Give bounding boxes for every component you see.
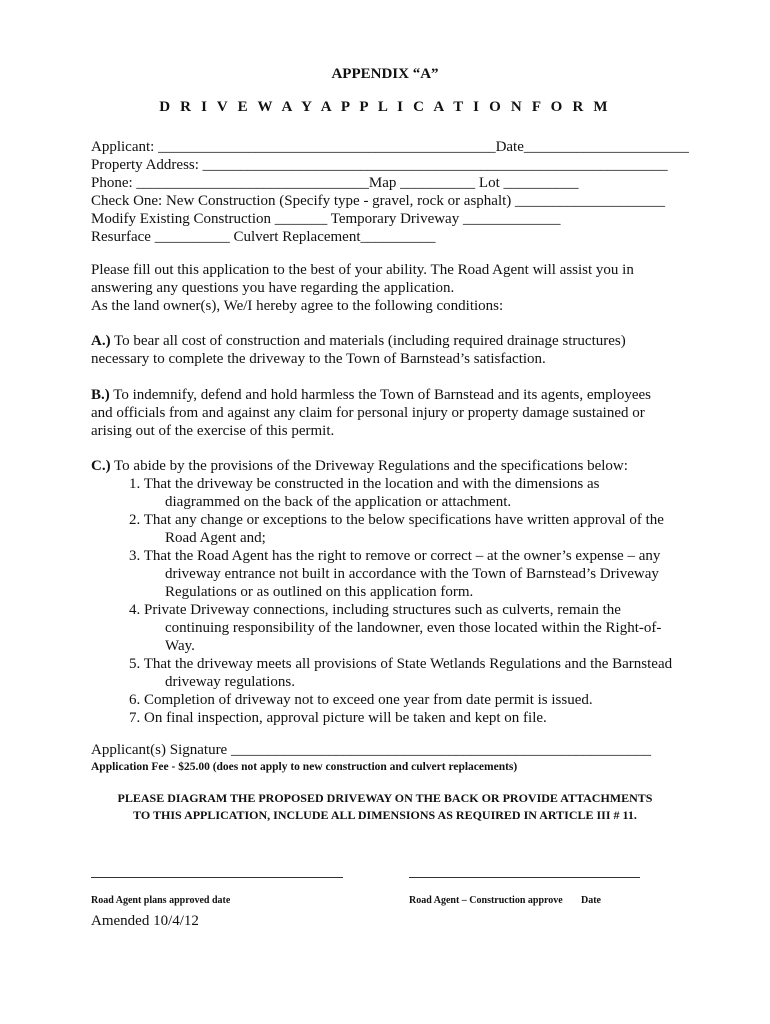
notice-line: TO THIS APPLICATION, INCLUDE ALL DIMENSIONS AS REQUIRED IN ARTICLE III # 11. [133, 808, 637, 822]
modify-temporary-line[interactable]: Modify Existing Construction _______ Temporary Driveway _____________ [91, 211, 561, 227]
phone-map-lot-line[interactable]: Phone: _______________________________Map __________ Lot __________ [91, 175, 579, 191]
intro-line: As the land owner(s), We/I hereby agree to the following conditions: [91, 298, 504, 314]
construction-approval-line[interactable] [409, 877, 640, 878]
list-item: 3. That the Road Agent has the right to remove or correct – at the owner’s expense – any [129, 548, 661, 564]
list-item: 6. Completion of driveway not to exceed one year from date permit is issued. [129, 692, 593, 708]
property-address-line[interactable]: Property Address: ______________________________________________________________ [91, 157, 668, 173]
condition-b-text: To indemnify, defend and hold harmless the Town of Barnstead and its agents, employees [109, 387, 652, 403]
condition-a [91, 332, 691, 368]
resurface-culvert-line[interactable]: Resurface __________ Culvert Replacement__________ [91, 229, 436, 245]
diagram-notice [0, 790, 770, 824]
condition-c-text: To abide by the provisions of the Driveway Regulations and the specifications below: [110, 458, 628, 474]
condition-b-text: arising out of the exercise of this permit. [91, 423, 335, 439]
plans-approved-label: Road Agent plans approved date [91, 895, 231, 906]
condition-c-list [91, 475, 691, 727]
list-item-continuation: driveway regulations. [165, 674, 295, 690]
amended-date: Amended 10/4/12 [91, 913, 199, 929]
list-item-continuation: Regulations or as outlined on this application form. [165, 584, 474, 600]
list-item: 5. That the driveway meets all provisions of State Wetlands Regulations and the Barnstead [129, 656, 673, 672]
list-item: 7. On final inspection, approval picture will be taken and kept on file. [129, 710, 547, 726]
applicant-date-line[interactable]: Applicant: _____________________________________________Date______________________ [91, 139, 689, 155]
list-item-continuation: continuing responsibility of the landowner, even those located within the Right-of- [165, 620, 662, 636]
form-title: D R I V E W A Y A P P L I C A T I O N F O R M [159, 99, 611, 115]
list-item-continuation: diagrammed on the back of the application or attachment. [165, 494, 512, 510]
condition-b [91, 386, 691, 440]
condition-c [91, 457, 691, 475]
condition-a-text: To bear all cost of construction and materials (including required drainage structures) [110, 333, 626, 349]
intro-paragraph [91, 261, 691, 315]
list-item: 1. That the driveway be constructed in the location and with the dimensions as [129, 476, 600, 492]
application-fee: Application Fee - $25.00 (does not apply to new construction and culvert replacements) [91, 761, 518, 773]
list-item: 4. Private Driveway connections, including structures such as culverts, remain the [129, 602, 621, 618]
intro-line: Please fill out this application to the best of your ability. The Road Agent will assist you in [91, 262, 634, 278]
intro-line: answering any questions you have regarding the application. [91, 280, 455, 296]
construction-approve-label: Road Agent – Construction approve [409, 895, 563, 906]
list-item-continuation: Road Agent and; [165, 530, 266, 546]
check-one-line[interactable]: Check One: New Construction (Specify type - gravel, rock or asphalt) ____________________ [91, 193, 666, 209]
applicant-fields [91, 138, 689, 246]
plans-approval-line[interactable] [91, 877, 343, 878]
condition-a-text: necessary to complete the driveway to the Town of Barnstead’s satisfaction. [91, 351, 546, 367]
approval-date-label: Date [581, 895, 601, 906]
condition-b-text: and officials from and against any claim for personal injury or property damage sustained or [91, 405, 645, 421]
condition-c-label: C.) [91, 458, 111, 474]
condition-a-label: A.) [91, 333, 111, 349]
signature-line[interactable]: Applicant(s) Signature ________________________________________________________ [91, 742, 651, 758]
condition-b-label: B.) [91, 387, 110, 403]
list-item: 2. That any change or exceptions to the below specifications have written approval of the [129, 512, 664, 528]
list-item-continuation: driveway entrance not built in accordance with the Town of Barnstead’s Driveway [165, 566, 659, 582]
appendix-heading: APPENDIX “A” [331, 66, 439, 82]
list-item-continuation: Way. [165, 638, 195, 654]
notice-line: PLEASE DIAGRAM THE PROPOSED DRIVEWAY ON THE BACK OR PROVIDE ATTACHMENTS [117, 791, 653, 805]
